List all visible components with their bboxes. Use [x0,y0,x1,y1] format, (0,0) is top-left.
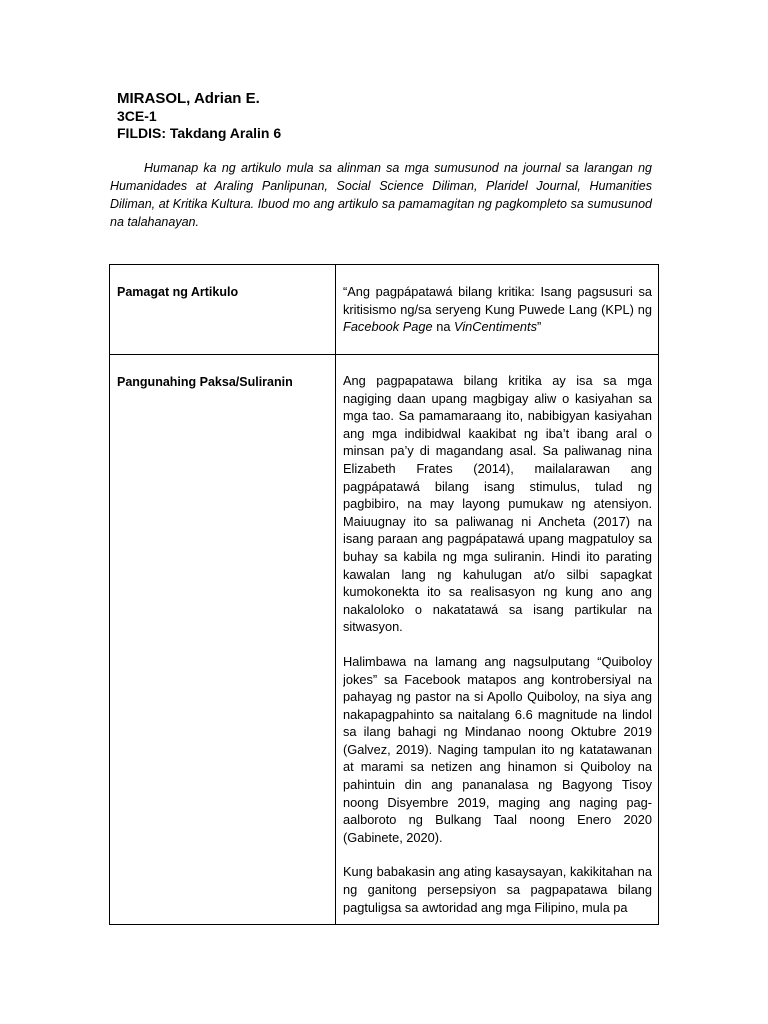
student-name: MIRASOL, Adrian E. [117,90,260,107]
article-title-part: ” [537,319,542,335]
article-title-cell [336,265,659,355]
summary-table [109,264,659,925]
article-title-part: “Ang pagpápatawá bilang kritika: Isang pagsusuri sa kritisismo ng/sa seryeng Kung Puwede Lang (KPL) ng [343,284,652,317]
topic-content [343,372,652,923]
row-label-topic: Pangunahing Paksa/Suliranin [110,355,336,925]
instructions-paragraph: Humanap ka ng artikulo mula sa alinman sa mga sumusunod na journal sa larangan ng Humanidades at Araling Panlipunan, Social Science Diliman, Plaridel Journal, Humanities Diliman, at Kritika Kultura. Ibuod mo ang artikulo sa pamamagitan ng pagkompleto sa sumusunod na talahanayan. [110,161,652,229]
student-section: 3CE-1 [117,108,157,124]
table-row [110,265,659,355]
assignment-title: FILDIS: Takdang Aralin 6 [117,125,282,141]
article-title-emphasis: Facebook Page [343,319,433,335]
topic-content-cell [336,355,659,925]
topic-paragraph: Kung babakasin ang ating kasaysayan, kakikitahan na ng ganitong persepsiyon sa pagpapatawa bilang pagtuligsa sa awtoridad ang mga Filipino, mula pa [343,864,652,915]
table-row [110,355,659,925]
topic-paragraph: Ang pagpapatawa bilang kritika ay isa sa mga nagiging daan upang magbigay aliw o kasiyahan sa mga tao. Sa pamamaraang ito, nabibigyan kasiyahan ang mga indibidwal kaakibat ng iba’t ibang aral o minsan pa’y di magandang asal. Sa paliwanag nina Elizabeth Frates (2014), mailalarawan ang pagpápatawá bilang isang stimulus, tulad ng pagbibiro, na may layong pumukaw ng atensiyon. Maiuugnay ito sa paliwanag ni Ancheta (2017) na isang paraan ang pagpápatawá upang magpatuloy sa buhay sa kabila ng mga suliranin. Hindi ito parating kawalan lang ng kahulugan at/o silbi sapagkat kumokonekta ito sa realisasyon ng kung ano ang nakaloloko o nakatatawá sa isang partikular na sitwasyon. [343,373,652,635]
document-header [117,90,281,142]
row-label-title: Pamagat ng Artikulo [110,265,336,355]
topic-paragraph: Halimbawa na lamang ang nagsulputang “Quiboloy jokes” sa Facebook matapos ang kontrobersiyal na pahayag ng pastor na si Apollo Quiboloy, na siya ang nakapagpahinto sa naitalang 6.6 magnitude na lindol sa ilang bahagi ng Mindanao noong Oktubre 2019 (Galvez, 2019). Naging tampulan ito ng katatawanan at marami sa netizen ang hinamon si Quiboloy na pahintuin din ang pananalasa ng Bagyong Tisoy noong Disyembre 2019, maging ang naging pag-aalboroto ng Bulkang Taal noong Enero 2020 (Gabinete, 2020). [343,653,652,845]
article-title-part: na [432,319,455,335]
article-title-emphasis: VinCentiments [454,319,538,335]
